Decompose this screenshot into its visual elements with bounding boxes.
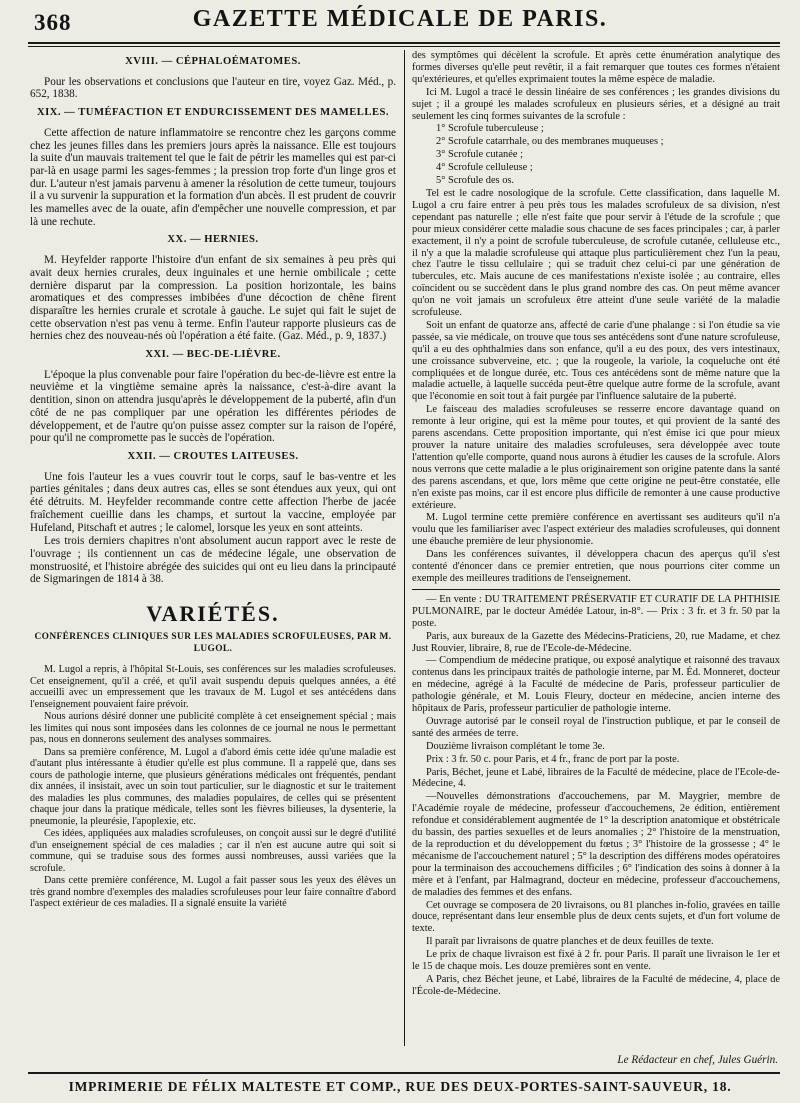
advertisement: — Compendium de médecine pratique, ou exposé analytique et raisonné des travaux contenus dans les principaux traités de pathologie interne, par M. Éd. Monneret, docteur en médecine, agrégé à la Faculté de médecine de Paris, professeur particulier de pathologie générale, et M. Louis Fleury, docteur en médecine, ancien interne des hôpitaux de Paris, professeur particulier de pathologie interne. <box>412 655 780 715</box>
page-number: 368 <box>34 10 72 35</box>
varietes-heading: VARIÉTÉS. <box>146 601 280 627</box>
editor-signature: Le Rédacteur en chef, Jules Guérin. <box>617 1054 778 1066</box>
paragraph: Dans sa première conférence, M. Lugol a d'abord émis cette idée qu'une maladie est d'autant plus intéressante à étudier qu'elle est plus commune. Il a rappelé que, dans ses cours de pathologie interne, que plusieurs générations médicales ont fréquentés, pendant dix années, il insistait, avec un soin tout particulier, sur le diagnostic et sur le traitement des maladies les plus communes, des maladies populaires, de celles qui se présentent chaque jour dans la pratique médicale, telles sont les fièvres bilieuses, la dysenterie, la pneumonie, la pleurésie, l'apoplexie, etc. <box>30 746 396 827</box>
paragraph: M. Lugol a repris, à l'hôpital St-Louis, ses conférences sur les maladies scrofuleuses. Cet enseignement, qu'il a créé, et qu'il avait suspendu depuis quelques années, a été accueilli avec un empressement que les travaux de M. Lugol et ses antécédens dans l'enseignement pouvaient faire prévoir. <box>30 664 396 710</box>
right-column <box>412 50 780 1050</box>
list-item: 5° Scrofule des os. <box>436 175 515 187</box>
article-body <box>30 664 396 910</box>
section-heading: XVIII. — CÉPHALOÉMATOMES. <box>125 56 301 67</box>
paragraph: Le faisceau des maladies scrofuleuses se resserre encore davantage quand on remonte à leur origine, qui est la même pour toutes, et qui provient de la santé des parens ascendans. Cette proposition importante, qui n'est émise ici que pour mieux prouver la nature unitaire des maladies scrofuleuses, sera développée avec toute l'attention qu'elle comporte, quand nous aurons à étudier les causes de la scrofule. Alors nous verrons que cette maladie a le plus originairement son origine patente dans la santé des parens ascendans, et que, lors même que cette origine ne peut-être constatée, elle n'en existe pas moins, car il est encore plus difficile de remonter à une cause productive extérieure. <box>412 404 780 511</box>
advertisement: Le prix de chaque livraison est fixé à 2 fr. pour Paris. Il paraît une livraison le 1er et le 15 de chaque mois. Les douze premières sont en vente. <box>412 949 780 973</box>
paragraph: M. Lugol termine cette première conférence en avertissant ses auditeurs qu'il n'a voulu que les familiariser avec l'aspect extérieur des maladies scrofuleuses, qui donnent une ébauche première de leur physionomie. <box>412 512 780 548</box>
advertisement: Il paraît par livraisons de quatre planches et de deux feuilles de texte. <box>426 936 714 948</box>
advertisement: Paris, Béchet, jeune et Labé, libraires de la Faculté de médecine, place de l'Ecole-de-Médecine, 4. <box>412 766 780 790</box>
paragraph: Pour les observations et conclusions que l'auteur en tire, voyez Gaz. Méd., p. 652, 1838. <box>30 75 396 101</box>
paragraph: Nous aurions désiré donner une publicité complète à cet enseignement spécial ; mais les limites qui nous sont imposées dans les colonnes de ce journal ne nous le permettant pas, nous en donnerons seulement des analyses sommaires. <box>30 711 396 746</box>
list-item: 1° Scrofule tuberculeuse ; <box>436 123 544 135</box>
header-rule-thin <box>28 46 780 47</box>
printer-imprint: IMPRIMERIE DE FÉLIX MALTESTE ET COMP., RUE DES DEUX-PORTES-SAINT-SAUVEUR, 18. <box>68 1079 732 1094</box>
page-header <box>0 0 800 44</box>
left-column <box>30 50 396 1050</box>
advertisement: —Nouvelles démonstrations d'accouchemens, par M. Maygrier, membre de l'Académie royale de médecine, professeur d'accouchemens, 2e édition, entièrement refondue et considérablement augmentée de 1° la description anatomique et obstétricale du bassin, des parties sexuelles et de leurs anomalies ; 2° l'histoire de la menstruation, de la reproduction et du développement du fœtus ; 3° l'histoire de la grossesse ; 4° le mécanisme de l'accouchement naturel ; 5° la description des différens modes opératoires pour la terminaison des accouchemens difficiles ; 6° l'indication des soins à donner à la mère et à l'enfant, par Halmagrand, docteur en médecine, professeur d'accouchemens, de maladies des femmes et des enfans. <box>412 791 780 898</box>
advertisement: Prix : 3 fr. 50 c. pour Paris, et 4 fr., franc de port par la poste. <box>426 753 680 765</box>
section-heading: XIX. — TUMÉFACTION ET ENDURCISSEMENT DES MAMELLES. <box>36 107 390 119</box>
paragraph: Soit un enfant de quatorze ans, affecté de carie d'une phalange : si l'on étudie sa vie passée, sa vie médicale, on trouve que tous ses antécédens sont d'une nature scrofuleuse, qu'il a eu des ophthalmies dans son enfance, qu'il a eu des poux, des vers intestinaux, une croissance subverveine, etc. ; que la rougeole, la variole, la coqueluche ont été compliquées et de longue durée, etc. Tous ces antécédens sont de même nature que la maladie actuelle, à laquelle succéda peut-être quelque autre forme de la scrofule, avant que l'économie en soit tout à fait purgée par l'influence salutaire de la puberté. <box>412 319 780 403</box>
paragraph: Tel est le cadre nosologique de la scrofule. Cette classification, dans laquelle M. Lugol a cru faire entrer à peu près tous les malades scrofuleux de sa division, n'est cependant pas naturelle ; elle n'est faite que pour servir à l'étude de la scrofule ; que pour mieux considérer cette maladie sous chacune de ses faces principales ; car, à parler exactement, il n'y a point de scrofule tuberculeuse, de scrofule cutanée, celluleuse etc., il n'y a que la maladie scrofuleuse qui attaque plus particulièrement chez l'un la peau, chez l'autre le tissu cellulaire ; qui se traduit chez celui-ci par une génération de tubercules, etc. Mais aucune de ces manifestations n'existe isolée ; au contraire, elles coïncident ou se succèdent dans le plus grand nombre des cas. On peut même avancer qu'on ne voit jamais un scrofuleux être atteint d'une seule variété de la maladie scrofuleuse. <box>412 187 780 319</box>
paragraph: M. Heyfelder rapporte l'histoire d'un enfant de six semaines à peu près qui avait deux hernies crurales, deux inguinales et une hernie ombilicale ; cette dernière disparut par la compression. La position horizontale, les bains aromatiques et des compresses imbibées d'une décoction de chêne firent disparaître les hernies crurale et scrotale à gauche. Le sujet qui fait le sujet de cette observation n'est pas venu à terme. Enfin l'auteur rapporte plusieurs cas de hernies chez des nouveau-nés où l'opération a été faite. (Gaz. Méd., p. 9, 1837.) <box>30 254 396 343</box>
list-item: 3° Scrofule cutanée ; <box>436 149 523 161</box>
advertisement: Paris, aux bureaux de la Gazette des Médecins-Praticiens, 20, rue Madame, et chez Just Rouvier, libraire, 8, rue de l'Ecole-de-Médecine. <box>412 630 780 654</box>
advertisement: Douzième livraison complétant le tome 3e. <box>426 740 605 752</box>
paragraph: L'époque la plus convenable pour faire l'opération du bec-de-lièvre est entre la neuvième et la vingtième semaine après la naissance, c'est-à-dire avant la dentition, sinon on attendra jusqu'après le développement de la puberté, afin d'un côté de ne pas compliquer par une opération les différentes périodes de développement, et de l'autre qu'on puisse assez compter sur la raison de l'opéré, pour qu'il ne compromette pas le succès de l'opération. <box>30 368 396 445</box>
advertisement: Cet ouvrage se composera de 20 livraisons, ou 81 planches in-folio, gravées en taille douce, représentant dans leur ensemble plus de deux cents sujets, et d'un fort volume de texte. <box>412 899 780 935</box>
advertisement: Ouvrage autorisé par le conseil royal de l'instruction publique, et par le conseil de santé des armées de terre. <box>412 715 780 739</box>
list-item: 4° Scrofule celluleuse ; <box>436 162 533 174</box>
paragraph: Dans cette première conférence, M. Lugol a fait passer sous les yeux des élèves un très grand nombre d'exemples des maladies scrofuleuses pour leur faire connaître d'abord l'aspect extérieur de ces maladies. Il a signalé ensuite la variété <box>30 875 396 910</box>
section-heading: XX. — HERNIES. <box>167 234 259 246</box>
section-heading: XXI. — BEC-DE-LIÈVRE. <box>145 349 281 361</box>
paragraph: Cette affection de nature inflammatoire se rencontre chez les garçons comme chez les jeunes filles dans les premiers jours après la naissance. Elle est toujours la suite d'un mauvais traitement tel que le fait de pétrir les mamelles qui est par-ci par-là en usage parmi les sages-femmes ; la pression trop forte d'un linge gros et dur. L'auteur n'est jamais parvenu à amener la résolution de cette tumeur, toujours il a vu survenir la suppuration et la formation d'un abcès. Il est prudent de couvrir les mamelles avec de la ouate, afin d'empêcher une nouvelle compression, et par là une rechute. <box>30 126 396 228</box>
advertisement: A Paris, chez Béchet jeune, et Labé, libraires de la Faculté de médecine, 4, place de l'École-de-Médecine. <box>412 973 780 997</box>
paragraph: des symptômes qui décèlent la scrofule. Et après cette énumération analytique des formes diverses qu'elle peut revêtir, il a fait remarquer que toutes ces formes n'étaient qu'extérieures, et qu'elles exprimaient toutes la même espèce de maladie. <box>412 50 780 85</box>
paragraph: Dans les conférences suivantes, il développera chacun des aperçus qu'il s'est contenté d'énoncer dans ce premier entretien, que nous pourrions citer comme un exemple des meilleures traditions de l'enseignement. <box>412 549 780 584</box>
paragraph: Les trois derniers chapitres n'ont absolument aucun rapport avec le reste de l'ouvrage ; ils contiennent un cas de médecine légale, une observation de monstruosité, et l'histoire abrégée des suicides qui ont eu lieu dans la principauté de Sigmaringen de 1814 à 38. <box>30 535 396 586</box>
footer-rule <box>28 1072 780 1074</box>
article-heading: CONFÉRENCES CLINIQUES SUR LES MALADIES SCROFULEUSES, PAR M. LUGOL. <box>34 631 392 655</box>
section-heading: XXII. — CROUTES LAITEUSES. <box>127 450 299 462</box>
list-item: 2° Scrofule catarrhale, ou des membranes muqueuses ; <box>436 136 664 148</box>
paragraph: Ici M. Lugol a tracé le dessin linéaire de ses conférences ; les grandes divisions du sujet ; il a groupé les malades scrofuleux en plusieurs séries, et a désigné au trait seulement les cinq formes suivantes de la scrofule : <box>412 86 780 122</box>
journal-title: GAZETTE MÉDICALE DE PARIS. <box>192 6 608 32</box>
column-divider <box>404 50 405 1046</box>
divider <box>412 589 780 590</box>
advertisement: — En vente : DU TRAITEMENT PRÉSERVATIF ET CURATIF DE LA PHTHISIE PULMONAIRE, par le docteur Amédée Latour, in-8°. — Prix : 3 fr. et 3 fr. 50 par la poste. <box>412 593 780 629</box>
header-rule <box>28 42 780 44</box>
paragraph: Ces idées, appliquées aux maladies scrofuleuses, on conçoit aussi sur le degré d'utilité d'un enseignement spécial de ces maladies ; car il n'en est aucune autre qui soit si commune, qui se traduise sous des formes aussi nombreuses, aussi variées que la scrofule. <box>30 828 396 874</box>
paragraph: Une fois l'auteur les a vues couvrir tout le corps, sauf le bas-ventre et les parties génitales ; dans deux autres cas, elles se sont étendues aux yeux, qui ont été détruits. M. Heyfelder recommande contre cette affection l'herbe de jacée fraîchement cueillie dans les champs, et surtout la vaccine, employée par Hufeland, Pitschaft et autres ; le calomel, lorsque les yeux en sont atteints. <box>30 470 396 534</box>
